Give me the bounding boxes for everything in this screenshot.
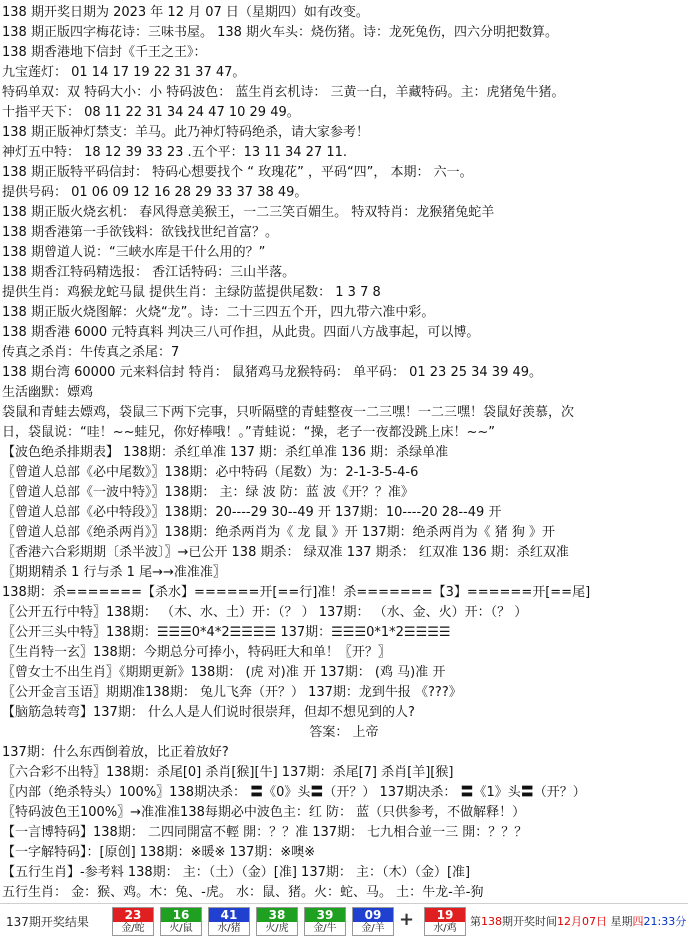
text-line: 生活幽默：嫖鸡 <box>2 385 94 400</box>
ball-number: 19 <box>425 908 465 922</box>
text-line: 〖公开五行中特〗138期： （木、水、土）开：（？ ） 137期： （水、金、火）开：（？ ） <box>2 605 528 620</box>
text-line: 138 期香港第一手欲钱料：欲钱找世纪首富？。 <box>2 225 278 240</box>
text-line: 〖香港六合彩期期〔杀半波〕〗→已公开 138 期杀： 绿双准 137 期杀： 红双准 136 期：杀红双准 <box>2 545 569 560</box>
text-line: 五行生肖： 金：猴、鸡。木：兔、-虎。 水：鼠、猪。火：蛇、马。 土：牛龙-羊-狗 <box>2 885 484 900</box>
text-line: 袋鼠和青蛙去嫖鸡，袋鼠三下两下完事，只听隔壁的青蛙整夜一二三嘿！一二三嘿！袋鼠好羡慕，次 <box>2 405 575 420</box>
text-line: 提供号码： 01 06 09 12 16 28 29 33 37 38 49。 <box>2 185 308 200</box>
text-line: 【波色绝杀排期表】 138期：杀红单准 137 期：杀红单准 136 期：杀绿单准 <box>2 445 449 460</box>
result-ball-6 <box>352 907 394 936</box>
text-line: 138 期香港 6000 元特真料 判决三八可作担，从此贵。四面八方战事起，可以博。 <box>2 325 480 340</box>
text-line: 138 期香江特码精选报： 香江话特码：三山半落。 <box>2 265 296 280</box>
result-ball-5 <box>304 907 346 936</box>
result-ball-2 <box>160 907 202 936</box>
text-line: 十指平天下： 08 11 22 31 34 24 47 10 29 49。 <box>2 105 300 120</box>
ball-zodiac: 火/虎 <box>257 922 297 935</box>
ball-number: 09 <box>353 908 393 922</box>
next-issue: 138 <box>481 915 502 928</box>
text-line: 提供生肖：鸡猴龙蛇马鼠 提供生肖：主绿防蓝提供尾数： 1 3 7 8 <box>2 285 381 300</box>
text-line: 〖曾道人总部《必中尾数》〗138期：必中特码（尾数）为：2-1-3-5-4-6 <box>2 465 419 480</box>
text-line: 138 期正版四字梅花诗：三味书屋。 138 期火车头：烧伤猪。诗：龙死兔伤，四六分明把数算。 <box>2 25 559 40</box>
ball-zodiac: 金/牛 <box>305 922 345 935</box>
text-line: 〖曾道人总部《绝杀两肖》〗138期：绝杀两肖为《 龙 鼠 》开 137期：绝杀两肖为《 猪 狗 》开 <box>2 525 556 540</box>
ball-zodiac: 火/鼠 <box>161 922 201 935</box>
text-line: 九宝莲灯： 01 14 17 19 22 31 37 47。 <box>2 65 246 80</box>
ball-number: 16 <box>161 908 201 922</box>
text-line: 答案： 上帝 <box>309 725 379 740</box>
text-line: 〖特码波色王100%〗→准准准138每期必中波色主：红 防： 蓝（只供参考，不做解释！） <box>2 805 526 820</box>
ball-number: 39 <box>305 908 345 922</box>
ball-zodiac: 金/蛇 <box>113 922 153 935</box>
next-prefix: 第 <box>470 915 481 928</box>
text-line: 【五行生肖】-参考料 138期： 主：（土）（金）[准] 137期： 主：（木）（金）[准] <box>2 865 471 880</box>
text-line: 〖公开三头中特〗138期：☰☰☰0*4*2☰☰☰☰ 137期：☰☰☰0*1*2☰☰☰☰ <box>2 625 451 640</box>
text-line: 138 期台湾 60000 元来料信封 特肖： 鼠猪鸡马龙猴特码： 单平码： 01 23 25 34 39 49。 <box>2 365 543 380</box>
text-line: 〖期期精杀 1 行与杀 1 尾→→准准准〗 <box>2 565 226 580</box>
text-line: 【一言博特码】138期： 二四同開富不輕 開：？？准 137期： 七九相合並一三 開：？？？ <box>2 825 528 840</box>
text-line: 〖内部（绝杀特头）100%〗138期决杀： 〓《0》头〓（开？） 137期决杀： 〓《1》头〓（开？） <box>2 785 586 800</box>
next-mid: 期开奖时间 <box>502 915 557 928</box>
text-line: 〖曾道人总部《一波中特》〗138期： 主：绿 波 防：蓝 波《开？？准》 <box>2 485 414 500</box>
text-line: 特码单双：双 特码大小：小 特码波色： 蓝生肖玄机诗： 三黄一白，羊藏特码。主：虎猪兔牛猪。 <box>2 85 565 100</box>
text-line: 138 期开奖日期为 2023 年 12 月 07 日（星期四）如有改变。 <box>2 5 369 20</box>
next-weekday-prefix: 星期 <box>610 915 633 928</box>
ball-zodiac: 金/羊 <box>353 922 393 935</box>
text-line: 138 期正版特平码信封： 特码心想要找个 “ 玫瑰花” ，平码“四”， 本期： 六一。 <box>2 165 473 180</box>
text-line: 138 期正版神灯禁支：羊马。此乃神灯特码绝杀，请大家参考！ <box>2 125 369 140</box>
text-line: 日，袋鼠说：“哇！~~蛙兄，你好棒哦！。”青蛙说：“操，老子一夜都没跳上床！~~” <box>2 425 496 440</box>
ball-zodiac: 水/猪 <box>209 922 249 935</box>
text-line: 〖曾道人总部《必中特段》〗138期：20----29 30--49 开 137期：10----20 28--49 开 <box>2 505 502 520</box>
next-time: 21:33分 <box>643 915 687 928</box>
next-date: 12月07日 <box>557 915 607 928</box>
plus-sign: + <box>399 909 415 930</box>
text-line: 传真之杀肖：牛传真之杀尾：7 <box>2 345 180 360</box>
ball-number: 41 <box>209 908 249 922</box>
text-line: 138 期曾道人说：“三峡水库是干什么用的？” <box>2 245 266 260</box>
ball-number: 38 <box>257 908 297 922</box>
text-line: 〖六合彩不出特〗138期：杀尾[0] 杀肖[猴][牛] 137期：杀尾[7] 杀肖[羊][猴] <box>2 765 454 780</box>
text-line: 〖曾女士不出生肖〗《期期更新》138期： (虎 对)准 开 137期： (鸡 马)准 开 <box>2 665 446 680</box>
ball-number: 23 <box>113 908 153 922</box>
result-label: 137期开奖结果 <box>6 915 89 929</box>
text-line: 138 期正版火烧图解：火烧“龙”。诗：二十三四五个开，四九带六准中彩。 <box>2 305 435 320</box>
draw-result-bar <box>0 903 688 937</box>
next-weekday: 四 <box>632 915 644 928</box>
text-line: 〖公开金言玉语〗期期准138期： 兔儿飞奔（开？） 137期：龙到牛报 《???》 <box>2 685 462 700</box>
text-line: 【一字解特码】：[原创] 138期：※暖※ 137期：※噢※ <box>2 845 316 860</box>
result-ball-4 <box>256 907 298 936</box>
text-line: 138 期正版火烧玄机： 春风得意美猴王，一二三笑百媚生。 特双特肖：龙猴猪兔蛇羊 <box>2 205 495 220</box>
next-draw-time <box>470 913 686 929</box>
result-ball-3 <box>208 907 250 936</box>
text-line: 138 期香港地下信封《千王之王》： <box>2 45 207 60</box>
text-line: 〖生肖特一玄〗138期：今期总分可捧小，特码旺大和单！〖开？〗 <box>2 645 391 660</box>
text-line: 138期：杀=======【杀水】======开[==行]准！杀=======【3】======开[==尾] <box>2 585 591 600</box>
text-line: 137期：什么东西倒着放，比正着放好? <box>2 745 229 760</box>
text-line: 神灯五中特： 18 12 39 33 23 .五个平：13 11 34 27 11. <box>2 145 348 160</box>
ball-zodiac: 水/鸡 <box>425 922 465 935</box>
text-line: 【脑筋急转弯】137期： 什么人是人们说时很崇拜，但却不想见到的人? <box>2 705 415 720</box>
special-ball <box>424 907 466 936</box>
result-ball-1 <box>112 907 154 936</box>
